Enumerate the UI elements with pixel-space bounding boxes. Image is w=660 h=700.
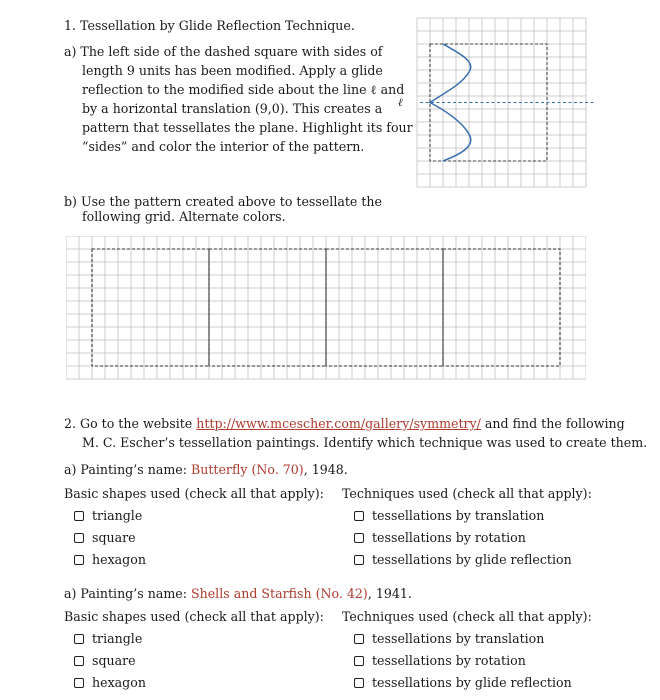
p2-technique-translation[interactable] — [354, 631, 544, 646]
option-label: tessellations by translation — [372, 508, 545, 523]
checkbox[interactable] — [354, 555, 364, 565]
painting-1-year: , 1948. — [303, 462, 348, 477]
checkbox[interactable] — [354, 678, 364, 688]
painting-1-shapes-header: Basic shapes used (check all that apply): — [64, 486, 324, 501]
checkbox[interactable] — [354, 533, 364, 543]
painting-1-label: a) Painting’s name: — [64, 462, 191, 477]
tessellation-grid — [66, 236, 586, 380]
option-label: tessellations by rotation — [372, 530, 526, 545]
q1a-line-5: pattern that tessellates the plane. Highlight its four — [82, 120, 413, 135]
option-label: tessellations by glide reflection — [372, 552, 572, 567]
q1a-line-2: length 9 units has been modified. Apply a glide — [82, 63, 383, 78]
option-label: tessellations by translation — [372, 631, 545, 646]
option-label: hexagon — [92, 552, 146, 567]
painting-1-title — [64, 460, 348, 479]
painting-2-shapes-header: Basic shapes used (check all that apply): — [64, 609, 324, 624]
painting-2-label: a) Painting’s name: — [64, 586, 191, 601]
p2-technique-glide[interactable] — [354, 675, 572, 690]
option-label: tessellations by glide reflection — [372, 675, 572, 690]
p1-shape-square[interactable] — [74, 530, 136, 545]
checkbox[interactable] — [354, 511, 364, 521]
dashed-square-2 — [209, 249, 326, 366]
dashed-square-3 — [326, 249, 443, 366]
painting-2-title — [64, 584, 412, 603]
checkbox[interactable] — [74, 511, 84, 521]
q2-intro-line2: M. C. Escher’s tessellation paintings. Identify which technique was used to create them. — [82, 435, 648, 450]
p2-shape-triangle[interactable] — [74, 631, 142, 646]
q1a-line-4: by a horizontal translation (9,0). This creates a — [82, 101, 383, 116]
option-label: triangle — [92, 508, 143, 523]
checkbox[interactable] — [74, 656, 84, 666]
option-label: tessellations by rotation — [372, 653, 526, 668]
q2-intro-prefix: 2. Go to the website — [64, 416, 197, 431]
checkbox[interactable] — [354, 634, 364, 644]
q1a-line-1: a) The left side of the dashed square with sides of — [64, 44, 383, 59]
option-label: square — [92, 653, 136, 668]
dashed-square-1 — [92, 249, 209, 366]
option-label: triangle — [92, 631, 143, 646]
pattern-grid-figure — [386, 14, 596, 190]
p2-shape-square[interactable] — [74, 653, 136, 668]
painting-1-name: Butterfly (No. 70) — [190, 462, 304, 477]
q1a-line-3: reflection to the modified side about the line ℓ and — [82, 82, 405, 97]
escher-link[interactable]: http://www.mcescher.com/gallery/symmetry/ — [196, 416, 481, 431]
painting-1-techniques-header: Techniques used (check all that apply): — [342, 486, 592, 501]
q1a-text — [64, 42, 413, 156]
q1a-line-6: “sides” and color the interior of the pattern. — [82, 139, 365, 154]
q1b-line-1: b) Use the pattern created above to tessellate the — [64, 194, 382, 209]
dashed-squares — [92, 249, 560, 366]
checkbox[interactable] — [74, 555, 84, 565]
checkbox[interactable] — [74, 634, 84, 644]
painting-2-techniques-header: Techniques used (check all that apply): — [342, 609, 592, 624]
p2-shape-hexagon[interactable] — [74, 675, 146, 690]
option-label: square — [92, 530, 136, 545]
p1-technique-glide[interactable] — [354, 552, 572, 567]
checkbox[interactable] — [74, 533, 84, 543]
q1-title: 1. Tessellation by Glide Reflection Technique. — [64, 18, 355, 33]
painting-2-year: , 1941. — [367, 586, 412, 601]
p1-technique-rotation[interactable] — [354, 530, 526, 545]
p2-technique-rotation[interactable] — [354, 653, 526, 668]
p1-shape-hexagon[interactable] — [74, 552, 146, 567]
q2-intro-suffix: and find the following — [480, 416, 625, 431]
checkbox[interactable] — [74, 678, 84, 688]
line-label: ℓ — [398, 96, 403, 109]
q1b-line-2: following grid. Alternate colors. — [82, 209, 286, 224]
p1-technique-translation[interactable] — [354, 508, 544, 523]
dashed-square-4 — [443, 249, 560, 366]
checkbox[interactable] — [354, 656, 364, 666]
q1b-text — [64, 194, 382, 224]
option-label: hexagon — [92, 675, 146, 690]
painting-2-name: Shells and Starfish (No. 42) — [190, 586, 368, 601]
p1-shape-triangle[interactable] — [74, 508, 142, 523]
q2-intro — [64, 414, 647, 452]
